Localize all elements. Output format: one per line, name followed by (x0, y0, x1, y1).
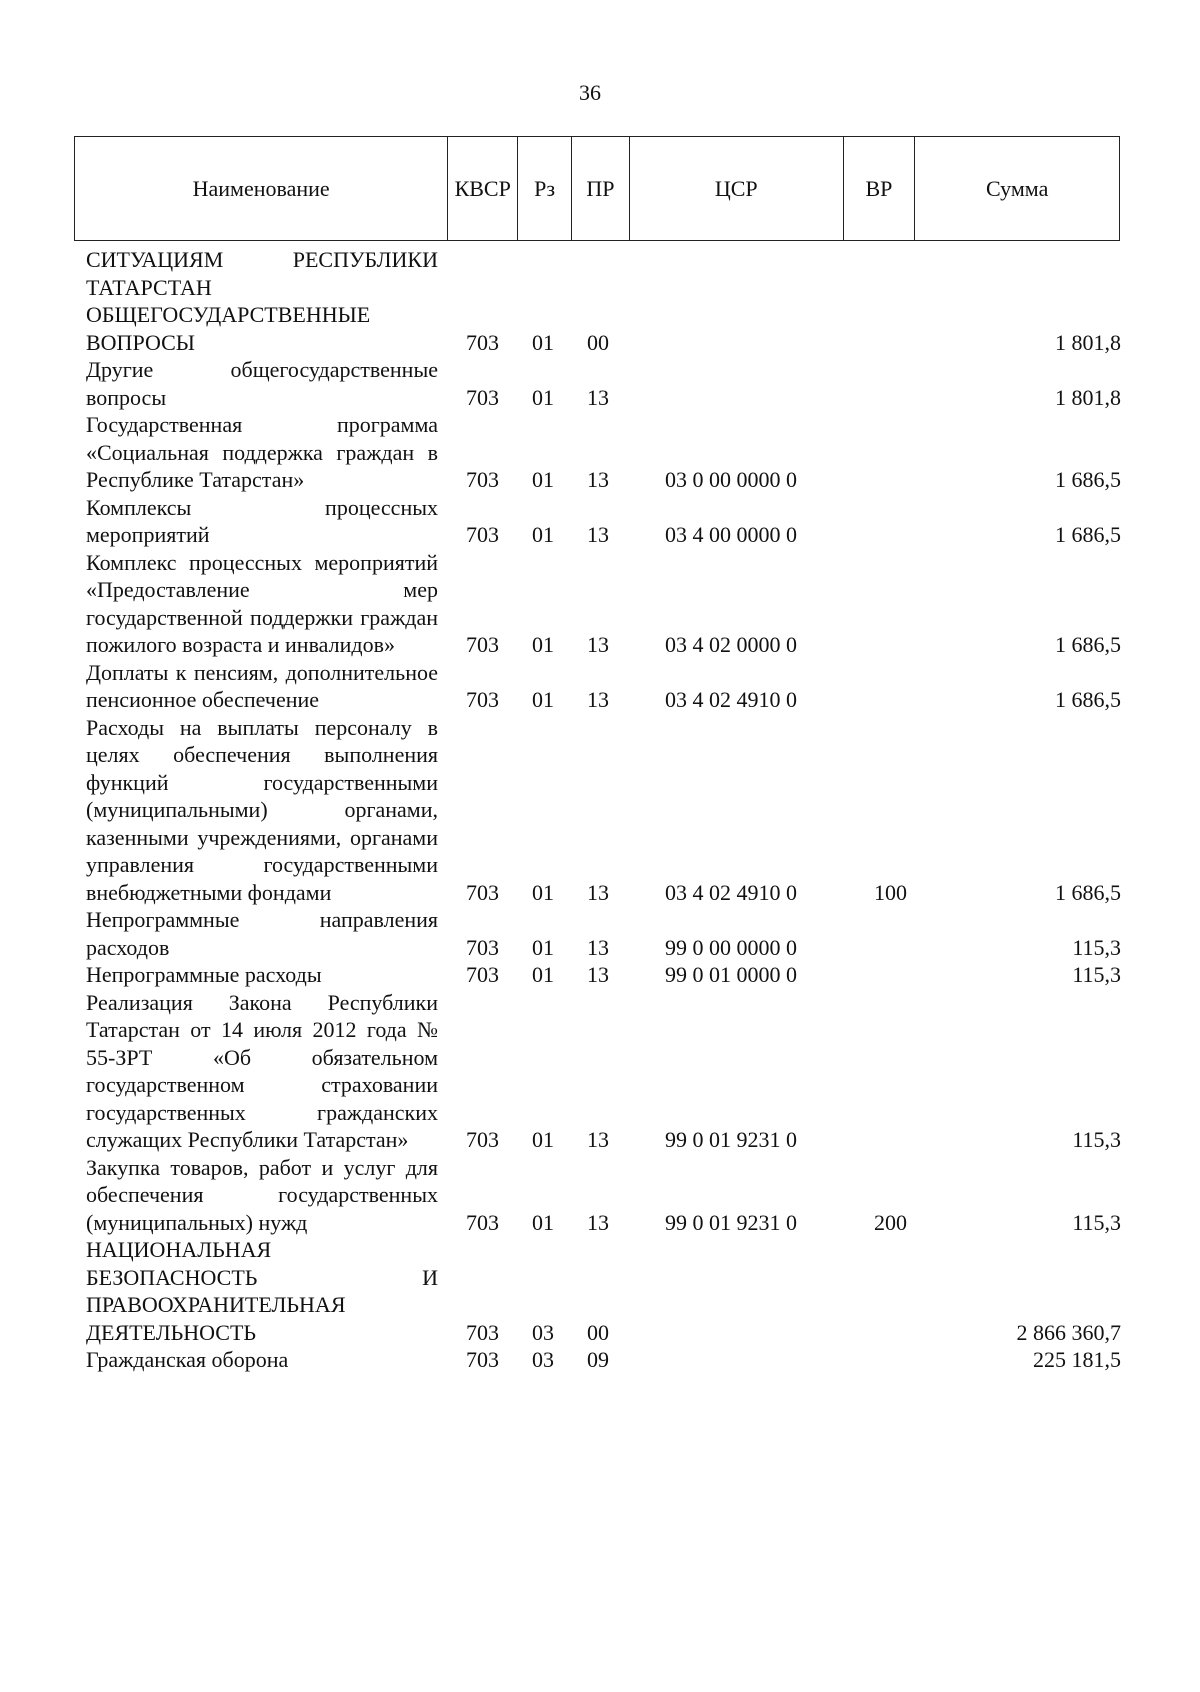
row-rz: 01 (532, 467, 554, 492)
row-pr: 13 (587, 934, 609, 960)
row-rz: 01 (532, 1209, 554, 1235)
row-sum: 115,3 (1072, 962, 1121, 987)
table-row (86, 659, 1121, 714)
row-csr: 99 0 01 9231 0 (665, 1209, 797, 1235)
row-sum: 1 686,5 (1055, 879, 1121, 905)
row-csr: 03 4 02 4910 0 (665, 687, 797, 712)
row-rz: 01 (532, 962, 554, 987)
header-rz: Рз (518, 137, 572, 240)
row-rz: 01 (532, 632, 554, 657)
row-kvsr: 703 (466, 879, 499, 905)
row-name: Гражданская оборона (86, 1347, 289, 1372)
row-kvsr: 703 (466, 1319, 499, 1345)
row-csr: 03 0 00 0000 0 (665, 467, 797, 492)
header-vr: ВР (844, 137, 916, 240)
table-row (86, 246, 1121, 301)
header-name: Наименование (75, 137, 448, 240)
row-pr: 13 (587, 1127, 609, 1152)
row-kvsr: 703 (466, 1209, 499, 1235)
row-name: Комплекс процессных мероприятий «Предоставление мер государственной поддержки граждан пожилого возраста и инвалидов» (86, 549, 438, 657)
row-csr: 03 4 02 0000 0 (665, 632, 797, 657)
row-csr: 03 4 02 4910 0 (665, 879, 797, 905)
row-sum: 1 686,5 (1055, 687, 1121, 712)
row-rz: 01 (532, 329, 554, 355)
row-sum: 115,3 (1072, 1127, 1121, 1152)
row-pr: 13 (587, 962, 609, 987)
row-name: Непрограммные направления расходов (86, 907, 438, 960)
row-rz: 01 (532, 384, 554, 410)
row-sum: 115,3 (1072, 1209, 1121, 1235)
table-row (86, 549, 1121, 659)
table-body (86, 246, 1121, 1374)
table-row (86, 1236, 1121, 1346)
row-name: Государственная программа «Социальная поддержка граждан в Республике Татарстан» (86, 412, 438, 492)
row-name: Расходы на выплаты персоналу в целях обеспечения выполнения функций государственными (муниципальными) органами, казенными учреждениями, органами управления государственными внебюджетными фондами (86, 714, 438, 905)
row-rz: 01 (532, 934, 554, 960)
row-name: НАЦИОНАЛЬНАЯ БЕЗОПАСНОСТЬ И ПРАВООХРАНИТЕЛЬНАЯ ДЕЯТЕЛЬНОСТЬ (86, 1237, 438, 1345)
row-name: Комплексы процессных мероприятий (86, 494, 438, 547)
row-pr: 13 (587, 522, 609, 547)
row-kvsr: 703 (466, 934, 499, 960)
page-number: 36 (579, 80, 601, 105)
row-rz: 03 (532, 1319, 554, 1345)
table-header (74, 136, 1120, 241)
row-csr: 99 0 00 0000 0 (665, 934, 797, 960)
row-sum: 1 686,5 (1055, 632, 1121, 657)
row-kvsr: 703 (466, 329, 499, 355)
table-row (86, 356, 1121, 411)
header-csr: ЦСР (630, 137, 844, 240)
row-rz: 03 (532, 1347, 554, 1372)
row-pr: 13 (587, 467, 609, 492)
row-kvsr: 703 (466, 1127, 499, 1152)
row-name: Доплаты к пенсиям, дополнительное пенсионное обеспечение (86, 659, 438, 712)
header-sum: Сумма (986, 175, 1049, 201)
row-rz: 01 (532, 687, 554, 712)
row-sum: 1 801,8 (1055, 329, 1121, 355)
row-csr: 99 0 01 0000 0 (665, 962, 797, 987)
row-sum: 1 686,5 (1055, 467, 1121, 492)
row-name: Закупка товаров, работ и услуг для обеспечения государственных (муниципальных) нужд (86, 1154, 438, 1235)
row-kvsr: 703 (466, 522, 499, 547)
row-kvsr: 703 (466, 687, 499, 712)
row-rz: 01 (532, 879, 554, 905)
row-sum: 1 686,5 (1055, 522, 1121, 547)
row-rz: 01 (532, 1127, 554, 1152)
row-rz: 01 (532, 522, 554, 547)
row-sum: 2 866 360,7 (1016, 1319, 1121, 1345)
header-kvsr: КВСР (448, 137, 518, 240)
header-pr: ПР (572, 137, 630, 240)
row-vr: 200 (874, 1209, 907, 1235)
row-kvsr: 703 (466, 962, 499, 987)
row-name: СИТУАЦИЯМ РЕСПУБЛИКИ ТАТАРСТАН (86, 247, 438, 300)
row-kvsr: 703 (466, 632, 499, 657)
table-row (86, 989, 1121, 1154)
table-row (86, 1154, 1121, 1237)
row-name: ОБЩЕГОСУДАРСТВЕННЫЕ ВОПРОСЫ (86, 302, 371, 355)
row-vr: 100 (874, 879, 907, 905)
row-name: Непрограммные расходы (86, 962, 322, 987)
row-pr: 13 (587, 384, 609, 410)
table-row (86, 301, 1121, 356)
row-csr: 99 0 01 9231 0 (665, 1127, 797, 1152)
row-pr: 13 (587, 1209, 609, 1235)
table-row (86, 714, 1121, 907)
row-sum: 225 181,5 (1033, 1347, 1121, 1372)
row-csr: 03 4 00 0000 0 (665, 522, 797, 547)
row-pr: 13 (587, 879, 609, 905)
row-pr: 09 (587, 1347, 609, 1372)
table-row (86, 411, 1121, 494)
row-pr: 00 (587, 329, 609, 355)
row-pr: 13 (587, 632, 609, 657)
row-kvsr: 703 (466, 384, 499, 410)
table-row (86, 1346, 1121, 1374)
table-row (86, 494, 1121, 549)
row-name: Реализация Закона Республики Татарстан от 14 июля 2012 года № 55-ЗРТ «Об обязательном государственном страховании государственных гражданских служащих Республики Татарстан» (86, 989, 438, 1152)
table-row (86, 961, 1121, 989)
row-kvsr: 703 (466, 467, 499, 492)
row-name: Другие общегосударственные вопросы (86, 357, 438, 410)
row-pr: 00 (587, 1319, 609, 1345)
row-pr: 13 (587, 687, 609, 712)
row-kvsr: 703 (466, 1347, 499, 1372)
row-sum: 1 801,8 (1055, 384, 1121, 410)
table-row (86, 906, 1121, 961)
row-sum: 115,3 (1072, 934, 1121, 960)
